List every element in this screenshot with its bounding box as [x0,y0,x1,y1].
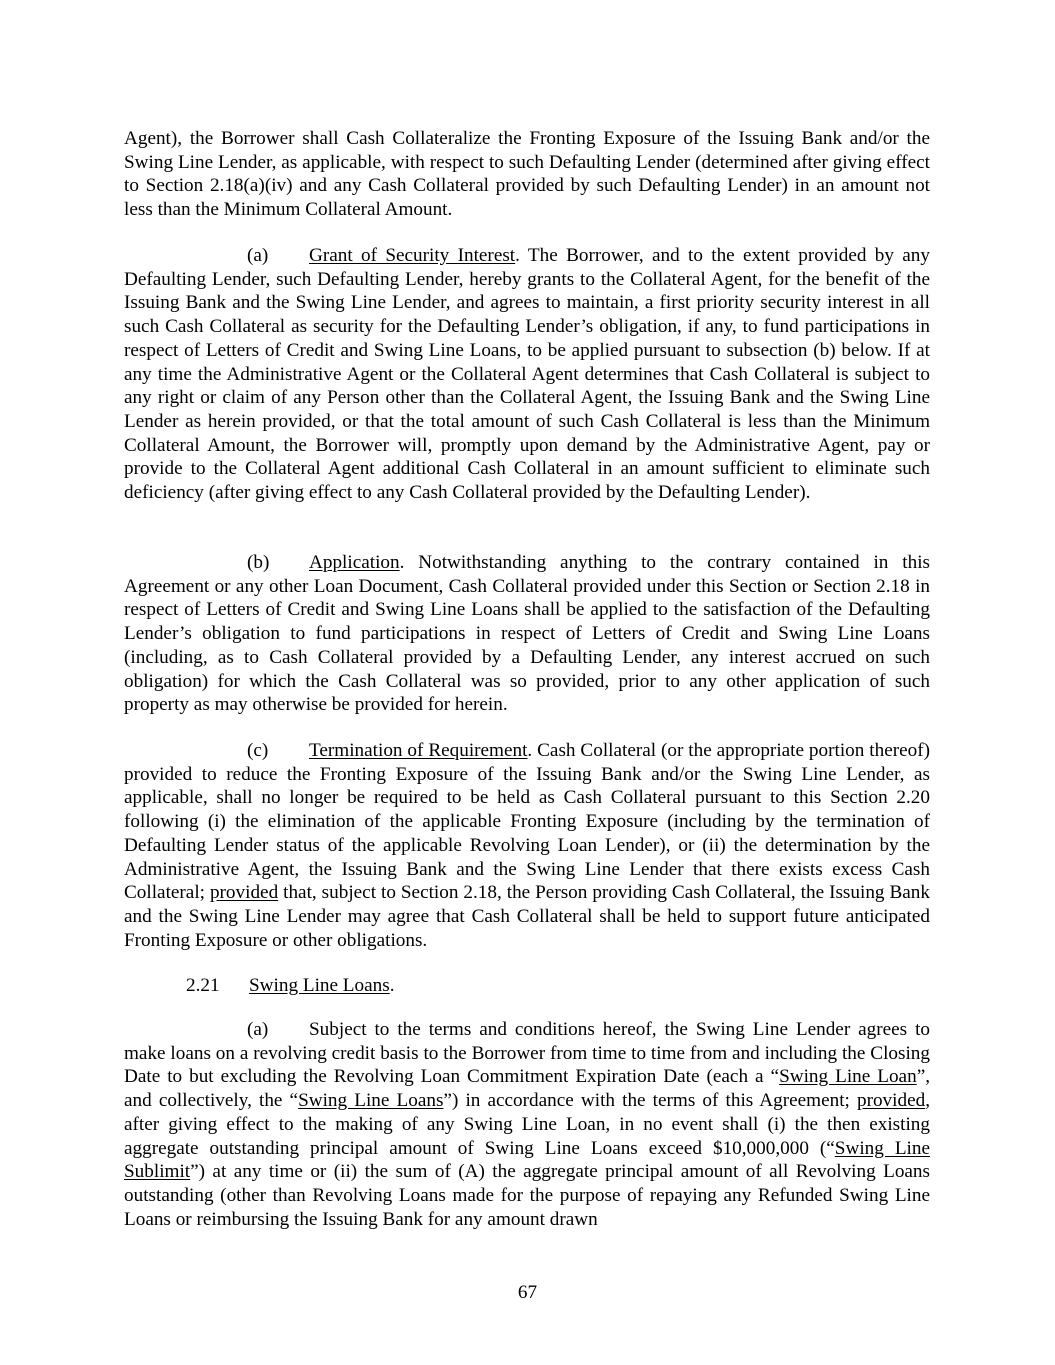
paragraph-2-21-a-provided: provided [856,1090,926,1112]
paragraph-2-21-a-part2: ”, and collectively, the “ [124,1066,931,1112]
paragraph-c-heading: Termination of Requirement [309,740,528,761]
page-number: 67 [517,1282,538,1303]
section-2-21-period: . [389,975,395,996]
paragraph-c-provided: provided [209,882,279,904]
paragraph-2-21-a-label-wrap [124,1018,309,1042]
paragraph-c-body: . Cash Collateral (or the appropriate portion thereof) provided to reduce the Fronting Exposure of the Issuing Bank and/or the Swing Line Lender, as applicable, shall no longer be required to be held as Cash Collateral pursuant to this Section 2.20 following (i) the elimination of the applicable Fronting Exposure (including by the termination of Defaulting Lender status of the applicable Revolving Loan Lender), or (ii) the determination by the Administrative Agent, the Issuing Bank and the Swing Line Lender that there exists excess Cash Collateral; [124,740,930,904]
paragraph-b-heading: Application [309,552,400,573]
paragraph-2-21-a-part5: ”) at any time or (ii) the sum of (A) the aggregate principal amount of all Revolving Loans outstanding (other than Revolving Loans made for the purpose of repaying any Refunded Swing Line Loans or reimbursing the Issuing Bank for any amount drawn [124,1161,930,1230]
section-2-21-number: 2.21 [186,975,220,996]
paragraph-2-21-a [124,1018,930,1231]
paragraph-b-body: . Notwithstanding anything to the contrary contained in this Agreement or any other Loan Document, Cash Collateral provided under this Section or Section 2.18 in respect of Letters of Credit and Swing Line Loans shall be applied to the satisfaction of the Defaulting Lender’s obligation to fund participations in respect of Letters of Credit and Swing Line Loans (including, as to Cash Collateral provided by a Defaulting Lender, any interest accrued on such obligation) for which the Cash Collateral was so provided, prior to any other application of such property as may otherwise be provided for herein. [124,552,930,716]
defined-term-swing-line-sublimit: Swing Line Sublimit [124,1137,930,1183]
paragraph-c-termination-of-requirement [124,739,930,952]
paragraph-b-label-wrap [124,551,309,575]
section-2-21-heading [186,974,395,998]
paragraph-b-application [124,551,930,717]
paragraph-2-21-a-part3: ”) in accordance with the terms of this Agreement; [443,1090,857,1112]
paragraph-a-grant-of-security-interest [124,244,930,505]
paragraph-a-label-wrap [124,244,309,268]
defined-term-swing-line-loan: Swing Line Loan [779,1066,917,1088]
intro-text: Agent), the Borrower shall Cash Collateralize the Fronting Exposure of the Issuing Bank and/or the Swing Line Lender, as applicable, with respect to such Defaulting Lender (determined after giving effect to Section 2.18(a)(iv) and any Cash Collateral provided by such Defaulting Lender) in an amount not less than the Minimum Collateral Amount. [124,128,930,221]
paragraph-c-label: (c) [247,740,269,761]
paragraph-a-heading: Grant of Security Interest [309,245,516,266]
paragraph-2-21-a-part1: Subject to the terms and conditions hereof, the Swing Line Lender agrees to make loans on a revolving credit basis to the Borrower from time to time from and including the Closing Date to but excluding the Revolving Loan Commitment Expiration Date (each a “ [124,1019,930,1088]
paragraph-c-label-wrap [124,739,309,763]
paragraph-2-21-a-label: (a) [247,1019,269,1040]
paragraph-c-tail: that, subject to Section 2.18, the Person providing Cash Collateral, the Issuing Bank and the Swing Line Lender may agree that Cash Collateral shall be held to support future anticipated Fronting Exposure or other obligations. [124,882,930,951]
paragraph-a-label: (a) [247,245,269,266]
defined-term-swing-line-loans: Swing Line Loans [298,1090,444,1112]
paragraph-b-label: (b) [247,552,270,573]
paragraph-a-body: . The Borrower, and to the extent provided by any Defaulting Lender, such Defaulting Lender, hereby grants to the Collateral Agent, for the benefit of the Issuing Bank and the Swing Line Lender, and agrees to maintain, a first priority security interest in all such Cash Collateral as security for the Defaulting Lender’s obligation, if any, to fund participations in respect of Letters of Credit and Swing Line Loans, to be applied pursuant to subsection (b) below. If at any time the Administrative Agent or the Collateral Agent determines that Cash Collateral is subject to any right or claim of any Person other than the Collateral Agent, the Issuing Bank and the Swing Line Lender as herein provided, or that the total amount of such Cash Collateral is less than the Minimum Collateral Amount, the Borrower will, promptly upon demand by the Administrative Agent, pay or provide to the Collateral Agent additional Cash Collateral in an amount sufficient to eliminate such deficiency (after giving effect to any Cash Collateral provided by the Defaulting Lender). [124,245,930,504]
intro-paragraph [124,127,930,222]
paragraph-2-21-a-part4: , after giving effect to the making of any Swing Line Loan, in no event shall (i) the then existing aggregate outstanding principal amount of Swing Line Loans exceed $10,000,000 (“ [124,1090,930,1159]
section-2-21-title: Swing Line Loans [249,975,390,996]
